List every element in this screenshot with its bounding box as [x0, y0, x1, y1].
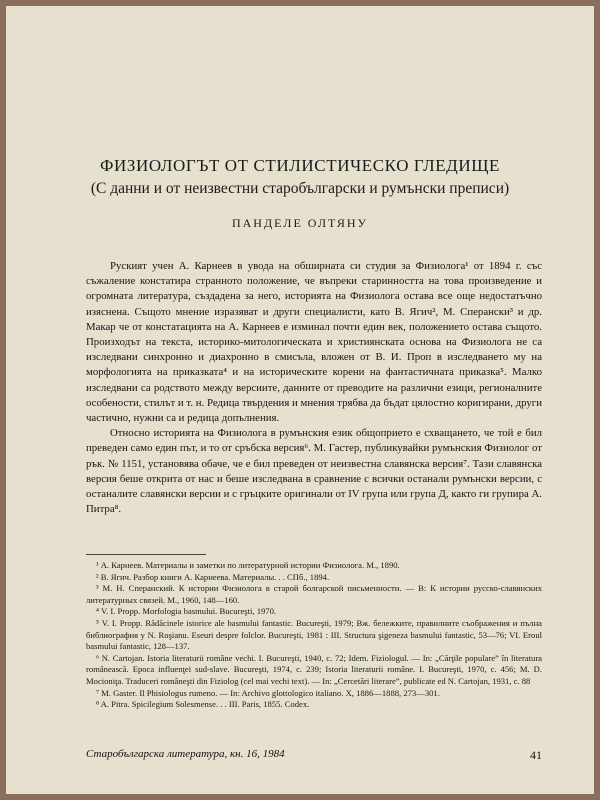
page-number: 41 [530, 748, 542, 762]
article-body [86, 259, 542, 517]
footnote: ⁶ N. Cartojan. Istoria literaturii române vechi. I. Bucureşti, 1940, с. 72; Idem. Fiziologul. — In: „Cărţile populare” în literatura românească. Epoca influenţei sud-slave. Bucureşti, 1974, с. 239; Istoria literaturii române. I. Bucureşti, 1970, с. 456; M. D. Mocioniţa. Traduceri româneşti din Fiziolog (cel mai vechi text). — In: „Cercetări literare”, publicate ed N. Cartojan, 1931, с. 88 [86, 652, 542, 686]
body-paragraph: Относно историята на Физиолога в румънския език общоприето е схващането, че той е бил преведен само един път, и то от сръбска версия⁶. М. Гастер, публикувайки румънския Физиолог от рък. № 1151, установява обаче, че е бил преведен от неизвестна славянска версия⁷. Тази славянска версия беше открита от нас и беше изследвана в сравнение с всички останали румънски версии, с останалите славянски версии и с гръцките оригинали от IV група или група Д, както ги групира А. Питра⁸. [86, 427, 542, 516]
article-title: ФИЗИОЛОГЪТ ОТ СТИЛИСТИЧЕСКО ГЛЕДИЩЕ [99, 156, 500, 175]
footnotes [86, 560, 542, 711]
body-paragraph: Руският учен А. Карнеев в увода на обширната си студия за Физиолога¹ от 1894 г. със съжаление констатира странното положение, че въпреки старинността на това произведение и огромната литература, създадена за него, историята на Физиолога остава все още недостатъчно изяснена. Същото мнение изразяват и други специалисти, като В. Ягич², М. Сперански³ и др. Макар че от констатацията на А. Карнеев е изминал почти един век, положението остава същото. Произходът на текста, историко-митологическата и християнската основа на Физиолога не са изследвани синхронно и диахронно в смисъла, вложен от В. И. Проп в изследването му на морфологията на приказката⁴ и на историческите корени на фантастичната приказка⁵. Малко изследвани са родството между версиите, данните от преводите на различни езици, регионалните особености, стилът и т. н. Редица твърдения и мнения трябва да бъдат цялостно коригирани, други частично, нужни са и редица допълнения. [86, 260, 542, 425]
footnote: ⁸ A. Pitra. Spicilegium Solesmense. . . III. Paris, 1855. Codex. [96, 699, 310, 710]
footnote: ³ М. Н. Сперанский. К истории Физиолога в старой болгарской письменности. — В: К истории русско-славянских литературных связей. М., 1960, 148—160. [86, 583, 542, 605]
footnote: ¹ А. Карнеев. Материалы и заметки по литературной истории Физиолога. М., 1890. [96, 560, 400, 570]
document-page [6, 6, 594, 794]
footnote: ² В. Ягич. Разбор книги А. Карнеева. Материалы. . . СПб., 1894. [96, 571, 330, 582]
journal-footer: Старобългарска литература, кн. 16, 1984 [86, 748, 285, 760]
footnote: ⁴ V. I. Propp. Morfologia basmului. Bucureşti, 1970. [96, 606, 277, 617]
footnote: ⁷ M. Gaster. Il Phisiologus rumeno. — In: Archivo glottologico italiano. X, 1886—1888, 273—301. [96, 687, 440, 698]
footnote-divider [86, 554, 206, 555]
article-subtitle: (С данни и от неизвестни старобългарски и румънски преписи) [90, 180, 510, 197]
footnote: ⁵ V. I. Propp. Rădăcinele istorice ale basmului fantastic. Bucureşti, 1979; Вж. бележките, правилните съображения и пълна библиография у N. Roşianu. Eseuri despre folclor. Bucureşti, 1981 : III. Structura şigeneza basmului fantastic, 53—76; VI. Eroul basmului fantastic, 128—137. [86, 617, 542, 652]
author-name: ПАНДЕЛЕ ОЛТЯНУ [231, 216, 369, 230]
